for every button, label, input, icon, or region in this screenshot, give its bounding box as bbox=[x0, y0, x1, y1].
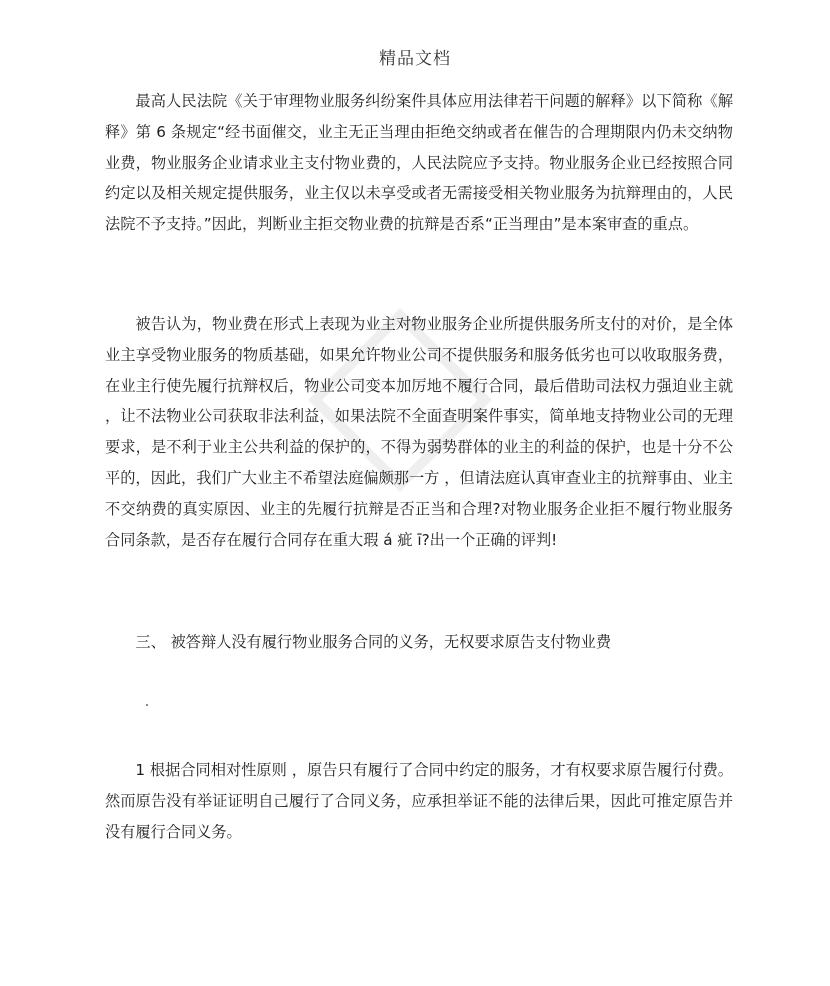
stray-dot bbox=[146, 704, 148, 706]
section-heading-three: 三、 被答辩人没有履行物业服务合同的义务，无权要求原告支付物业费 bbox=[135, 633, 612, 651]
paragraph-contract-relativity: 1 根据合同相对性原则 ，原告只有履行了合同中约定的服务，才有权要求原告履行付费。 然而原告没有举证证明自己履行了合同义务，应承担举证不能的法律后果，因此可推定原告并没有履行合同义务。 bbox=[105, 761, 733, 841]
paragraph-interpretation-clause: 最高人民法院《关于审理物业服务纠纷案件具体应用法律若干问题的解释》以下简称《解释》第 6 条规定“经书面催交，业主无正当理由拒绝交纳或者在催告的合理期限内仍未交纳物业费，物业服务企业请求业主支付物业费的，人民法院应予支持。物业服务企业已经按照合同约定以及相关规定提供服务，业主仅以未享受或者无需接受相关物业服务为抗辩理由的，人民法院不予支持。”因此，判断业主拒交物业费的抗辩是否系“正当理由”是本案审查的重点。 bbox=[105, 92, 733, 234]
page-header-title: 精品文档 bbox=[379, 49, 451, 69]
paragraph-defendant-argument: 被告认为，物业费在形式上表现为业主对物业服务企业所提供服务所支付的对价，是全体业主享受物业服务的物质基础，如果允许物业公司不提供服务和服务低劣也可以收取服务费，在业主行使先履行抗辩权后，物业公司变本加厉地不履行合同，最后借助司法权力强迫业主就 ，让不法物业公司获取非法利益，如果法院不全面查明案件事实，简单地支持物业公司的无理要求，是不利于业主公共利益的保护的，不得为弱势群体的业主的利益的保护，也是十分不公平的，因此，我们广大业主不希望法庭偏颇那一方 ，但请法庭认真审查业主的抗辩事由、业主不交纳费的真实原因、业主的先履行抗辩是否正当和合理?对物业服务企业拒不履行物业服务合同条款，是否存在履行合同存在重大瑕 á 疵 ī?出一个正确的评判! bbox=[105, 315, 733, 549]
